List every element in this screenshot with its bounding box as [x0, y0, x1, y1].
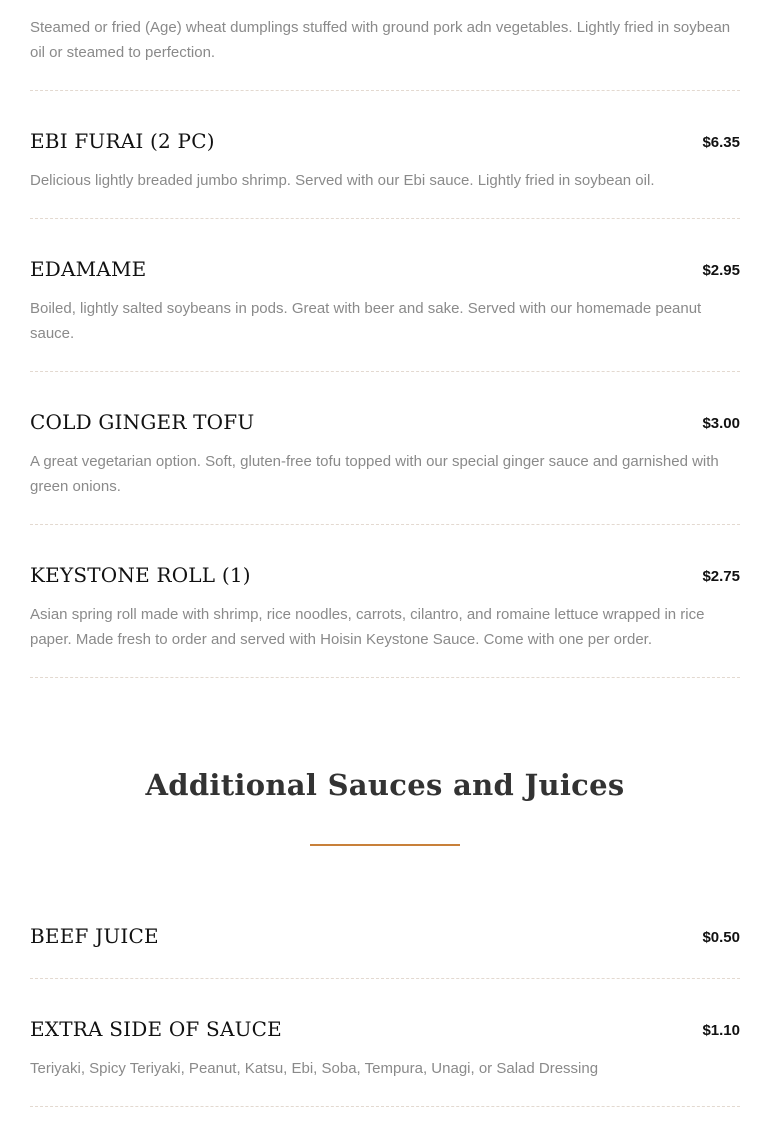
item-price: $1.10 [702, 1022, 740, 1039]
item-name: KEYSTONE ROLL (1) [30, 563, 251, 587]
item-description: Boiled, lightly salted soybeans in pods. Great with beer and sake. Served with our homemade peanut sauce. [30, 300, 702, 342]
item-description: Delicious lightly breaded jumbo shrimp. Served with our Ebi sauce. Lightly fried in soybean oil. [30, 172, 655, 189]
item-description: Steamed or fried (Age) wheat dumplings stuffed with ground pork adn vegetables. Lightly fried in soybean oil or steamed to perfection. [30, 19, 731, 61]
item-name: COLD GINGER TOFU [30, 410, 255, 434]
item-divider [30, 371, 740, 372]
section-title-underline [310, 844, 460, 846]
item-description: Teriyaki, Spicy Teriyaki, Peanut, Katsu, Ebi, Soba, Tempura, Unagi, or Salad Dressing [30, 1060, 599, 1077]
item-divider [30, 978, 740, 979]
item-name: EBI FURAI (2 PC) [30, 129, 215, 153]
section-title: Additional Sauces and Juices [145, 768, 625, 802]
item-divider [30, 677, 740, 678]
item-divider [30, 1106, 740, 1107]
item-price: $3.00 [702, 415, 740, 432]
item-price: $2.95 [702, 262, 740, 279]
item-description: A great vegetarian option. Soft, gluten-free tofu topped with our special ginger sauce and garnished with green onions. [30, 453, 719, 495]
item-name: BEEF JUICE [30, 924, 159, 948]
item-price: $2.75 [702, 568, 740, 585]
item-divider [30, 90, 740, 91]
item-divider [30, 524, 740, 525]
item-divider [30, 218, 740, 219]
item-description: Asian spring roll made with shrimp, rice noodles, carrots, cilantro, and romaine lettuce wrapped in rice paper. Made fresh to order and served with Hoisin Keystone Sauce. Come with one per order. [30, 606, 705, 648]
item-price: $0.50 [702, 929, 740, 946]
item-name: EXTRA SIDE OF SAUCE [30, 1017, 282, 1041]
item-name: EDAMAME [30, 257, 147, 281]
item-price: $6.35 [702, 134, 740, 151]
